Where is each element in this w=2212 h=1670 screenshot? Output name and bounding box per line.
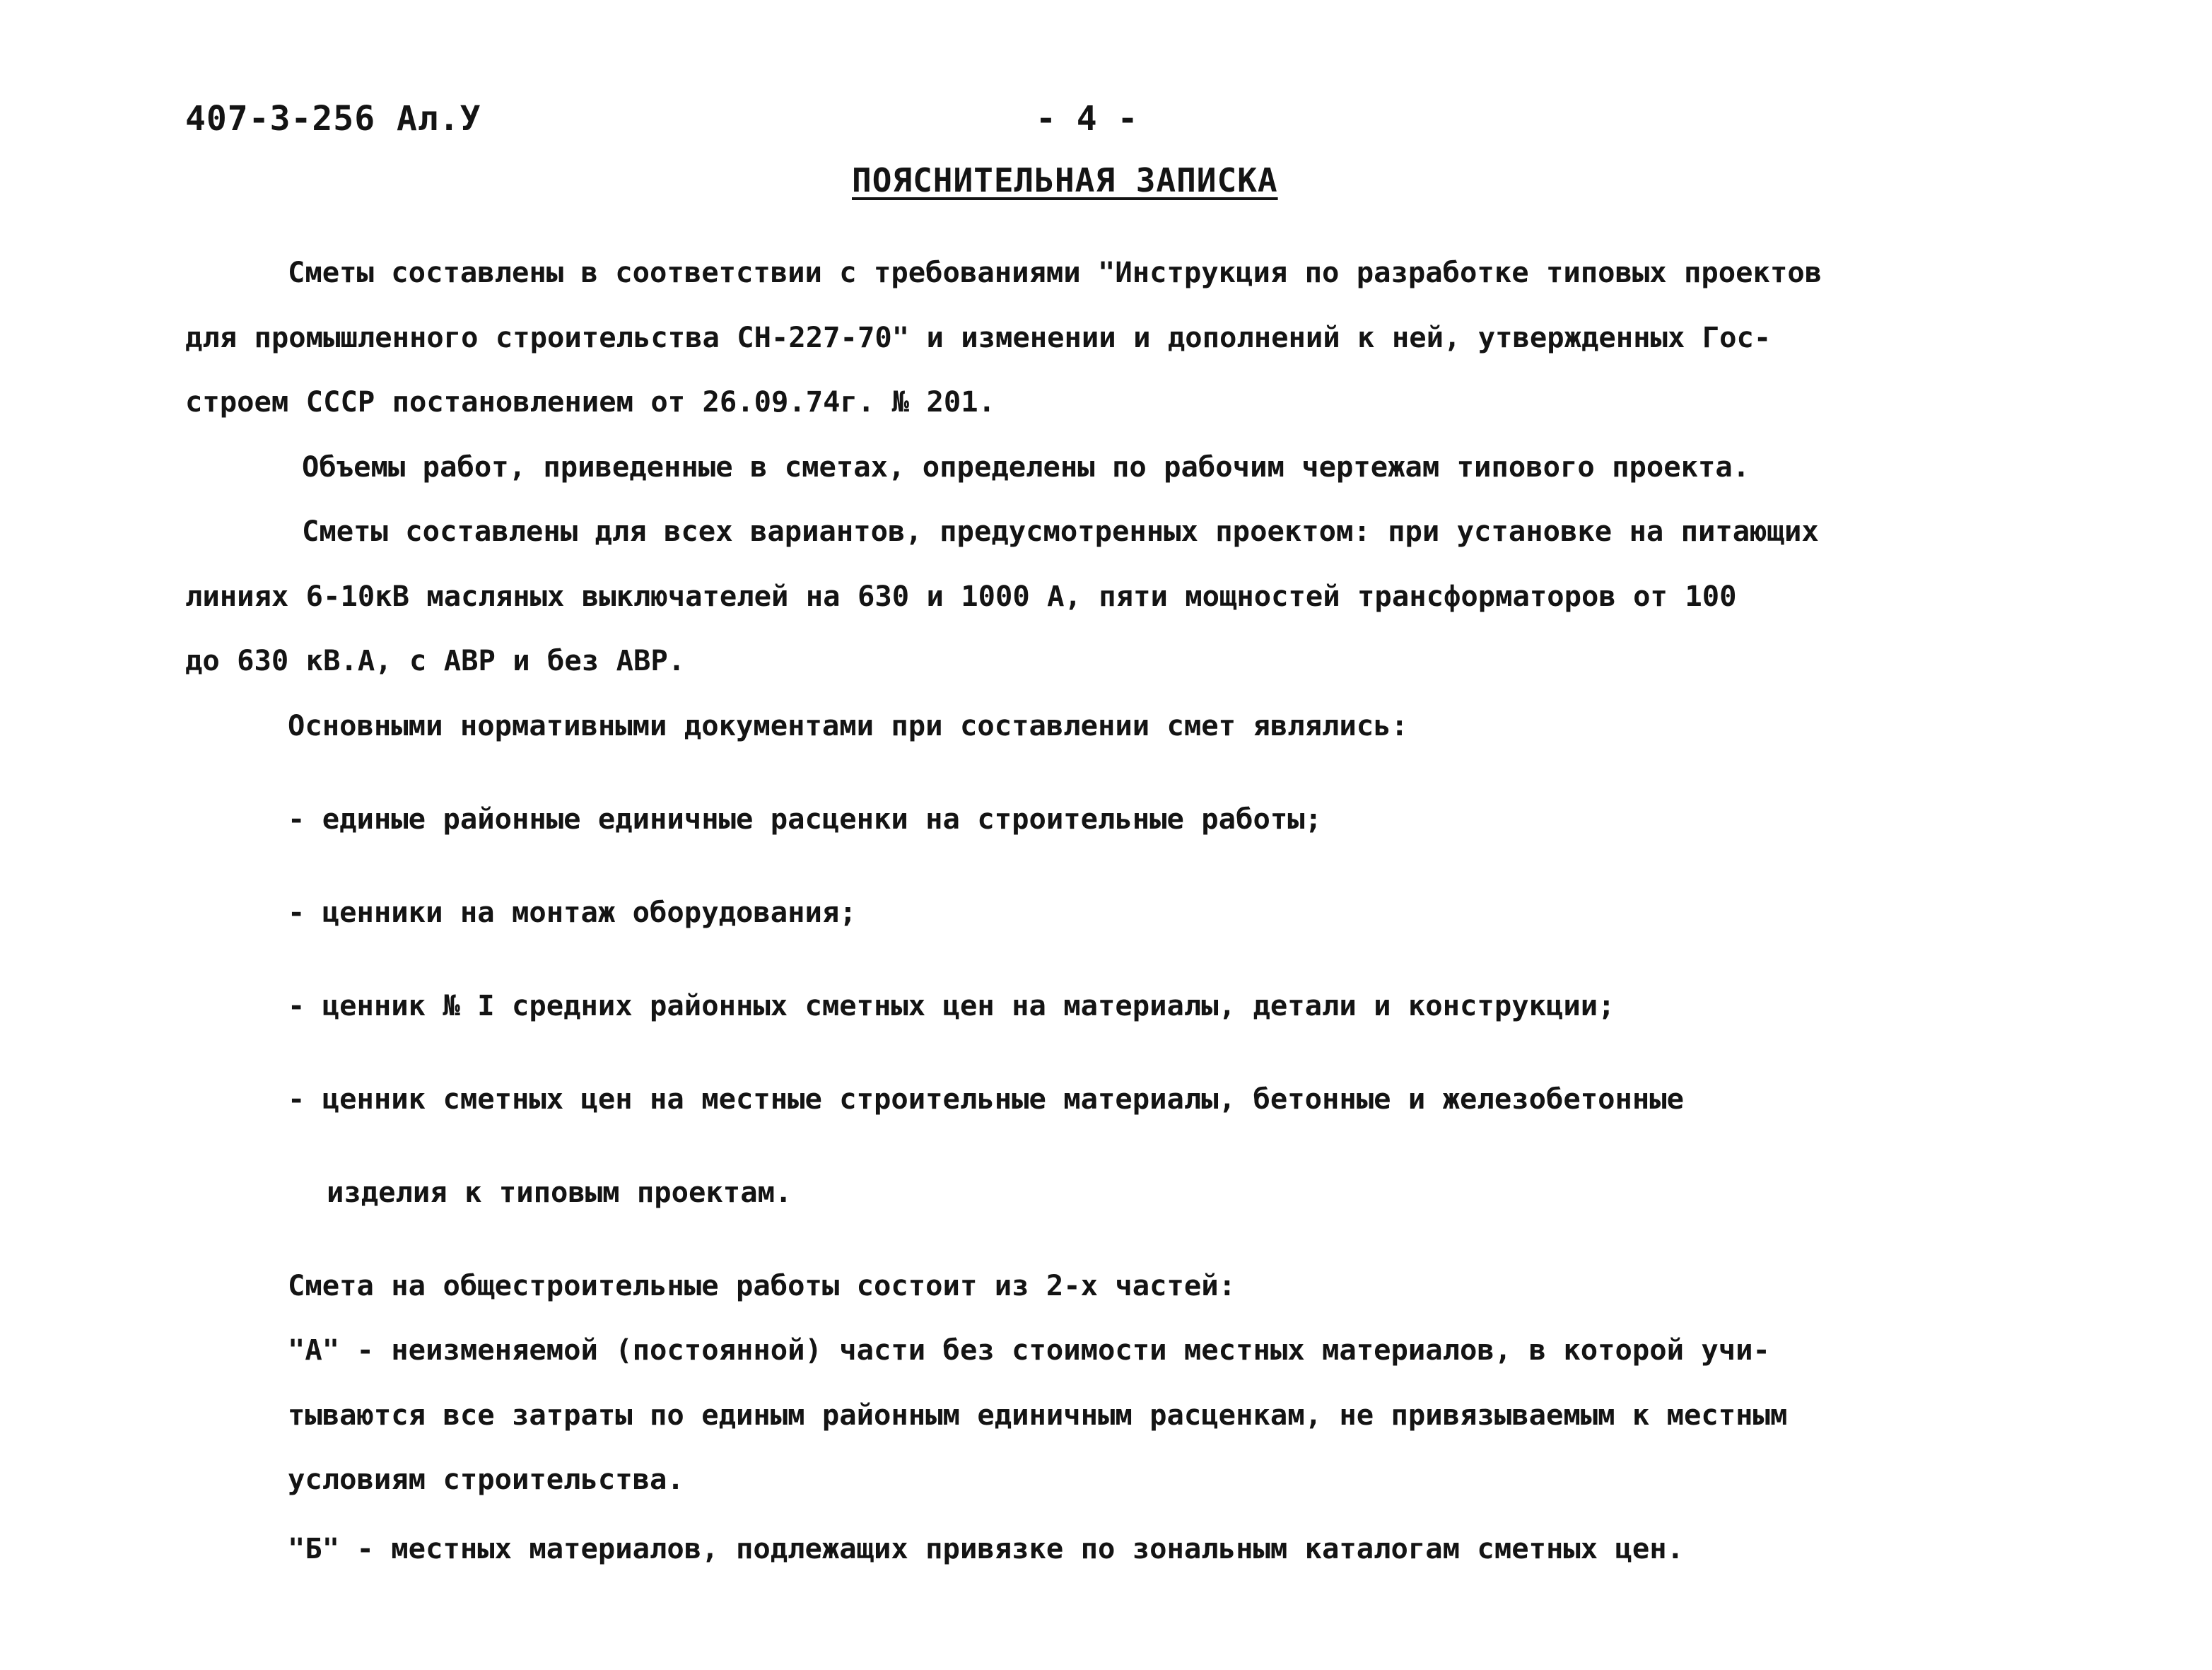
paragraph-line: линиях 6-10кВ масляных выключателей на 630 и 1000 А, пяти мощностей трансформаторов от 100	[185, 578, 1737, 613]
list-item: - ценник № I средних районных сметных цен на материалы, детали и конструкции;	[288, 988, 1615, 1022]
list-item-continuation: изделия к типовым проектам.	[327, 1174, 792, 1209]
paragraph-line: до 630 кВ.А, с АВР и без АВР.	[185, 643, 686, 677]
estimate-intro: Смета на общестроительные работы состоит из 2-х частей:	[288, 1268, 1236, 1302]
paragraph-line: Сметы составлены для всех вариантов, предусмотренных проектом: при установке на питающих	[302, 514, 1819, 548]
document-code: 407-3-256 Ал.У	[185, 99, 481, 139]
paragraph-line: Сметы составлены в соответствии с требованиями "Инструкция по разработке типовых проектов	[288, 255, 1822, 289]
list-item: - единые районные единичные расценки на строительные работы;	[288, 801, 1322, 836]
list-item: - ценники на монтаж оборудования;	[288, 894, 857, 929]
part-a-line: "А" - неизменяемой (постоянной) части без стоимости местных материалов, в которой учи-	[288, 1333, 1770, 1367]
paragraph-line: строем СССР постановлением от 26.09.74г. № 201.	[185, 385, 996, 419]
norms-intro: Основными нормативными документами при составлении смет являлись:	[288, 708, 1408, 742]
page-title: ПОЯСНИТЕЛЬНАЯ ЗАПИСКА	[852, 161, 1278, 199]
list-item: - ценник сметных цен на местные строительные материалы, бетонные и железобетонные	[288, 1081, 1685, 1116]
part-a-line: условиям строительства.	[288, 1462, 684, 1496]
paragraph-line: Объемы работ, приведенные в сметах, определены по рабочим чертежам типового проекта.	[302, 449, 1750, 484]
document-body	[185, 240, 2052, 1581]
part-a-line: тываются все затраты по единым районным единичным расценкам, не привязываемым к местным	[288, 1397, 1788, 1432]
part-b-line: "Б" - местных материалов, подлежащих привязке по зональным каталогам сметных цен.	[288, 1531, 1685, 1565]
page-number: - 4 -	[1036, 99, 1138, 139]
paragraph-line: для промышленного строительства СН-227-70" и изменении и дополнений к ней, утвержденных Гос-	[185, 320, 1772, 354]
